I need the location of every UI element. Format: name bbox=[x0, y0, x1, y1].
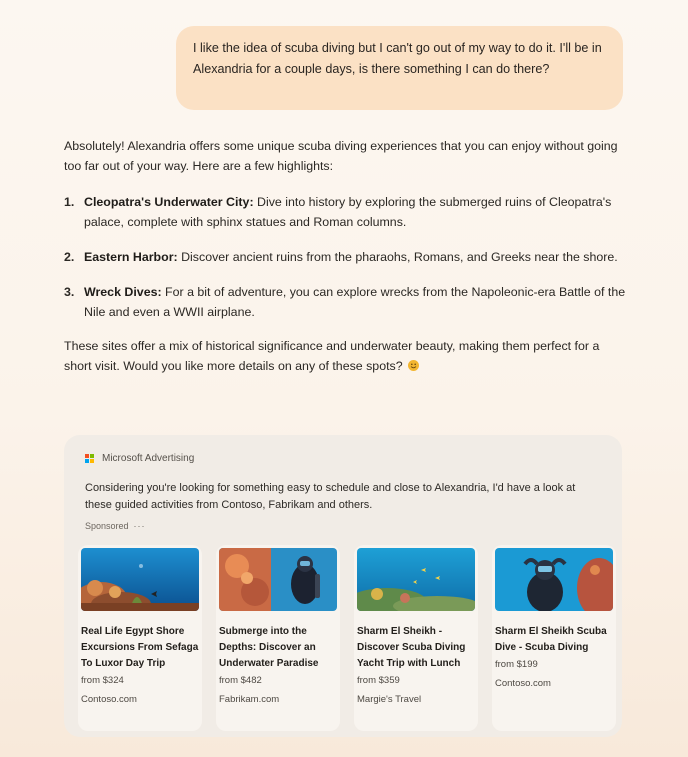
user-message-text: I like the idea of scuba diving but I can't go out of my way to do it. I'll be in Alexandria for a couple days, is there something I can do there? bbox=[193, 41, 602, 76]
diver-image bbox=[219, 548, 337, 611]
list-item-number: 3. bbox=[64, 285, 75, 299]
tile-title: Real Life Egypt Shore Excursions From Sefaga To Luxor Day Trip bbox=[81, 626, 199, 669]
assistant-intro: Absolutely! Alexandria offers some unique scuba diving experiences that you can enjoy without going too far out of your way. Here are a few highlights: bbox=[64, 139, 618, 173]
tile-title: Sharm El Sheikh Scuba Dive - Scuba Diving bbox=[495, 626, 607, 653]
tile-vendor: Margie's Travel bbox=[357, 694, 422, 705]
list-item-title: Cleopatra's Underwater City: bbox=[84, 195, 254, 209]
ad-tile[interactable] bbox=[354, 545, 478, 731]
smiling-face-emoji-icon bbox=[408, 360, 419, 371]
tile-price: from $324 bbox=[81, 675, 124, 686]
ad-brand-label: Microsoft Advertising bbox=[102, 452, 195, 464]
list-item bbox=[64, 282, 630, 322]
highlights-list bbox=[64, 192, 630, 322]
coral-reef-image bbox=[81, 548, 199, 611]
assistant-message bbox=[64, 136, 630, 376]
tile-vendor: Contoso.com bbox=[495, 678, 551, 689]
tile-vendor: Contoso.com bbox=[81, 694, 137, 705]
assistant-outro: These sites offer a mix of historical significance and underwater beauty, making them perfect for a short visit. Would you like more details on any of these spots? bbox=[64, 339, 600, 373]
ad-tile[interactable] bbox=[492, 545, 616, 731]
microsoft-logo-icon bbox=[85, 454, 94, 463]
list-item bbox=[64, 247, 630, 267]
reef-fish-image bbox=[357, 548, 475, 611]
ad-tiles bbox=[78, 545, 616, 731]
list-item-text: Discover ancient ruins from the pharaohs, Romans, and Greeks near the shore. bbox=[177, 250, 618, 264]
list-item-title: Eastern Harbor: bbox=[84, 250, 178, 264]
ad-header bbox=[85, 451, 608, 465]
ad-tile[interactable] bbox=[216, 545, 340, 731]
tile-price: from $199 bbox=[495, 659, 538, 670]
sponsored-label: Sponsored bbox=[85, 521, 129, 531]
ad-description: Considering you're looking for something easy to schedule and close to Alexandria, I'd have a look at these guided activities from Contoso, Fabrikam and others. bbox=[85, 482, 576, 511]
tile-price: from $482 bbox=[219, 675, 262, 686]
ad-tile[interactable] bbox=[78, 545, 202, 731]
user-message-bubble bbox=[176, 26, 623, 110]
list-item-text: For a bit of adventure, you can explore wrecks from the Napoleonic-era Battle of the Nile and even a WWII airplane. bbox=[84, 285, 626, 319]
tile-vendor: Fabrikam.com bbox=[219, 694, 280, 705]
list-item-text: Dive into history by exploring the submerged ruins of Cleopatra's palace, complete with sphinx statues and Roman columns. bbox=[84, 195, 612, 229]
tile-title: Sharm El Sheikh - Discover Scuba Diving Yacht Trip with Lunch bbox=[357, 626, 466, 669]
list-item-number: 1. bbox=[64, 195, 75, 209]
list-item-number: 2. bbox=[64, 250, 75, 264]
sponsored-row bbox=[85, 520, 608, 532]
list-item bbox=[64, 192, 630, 232]
tile-title: Submerge into the Depths: Discover an Underwater Paradise bbox=[219, 626, 319, 669]
list-item-title: Wreck Dives: bbox=[84, 285, 162, 299]
tile-price: from $359 bbox=[357, 675, 400, 686]
diver-heart-image bbox=[495, 548, 613, 611]
sponsored-ad-card bbox=[64, 435, 622, 737]
more-options-button[interactable]: ··· bbox=[133, 521, 146, 531]
